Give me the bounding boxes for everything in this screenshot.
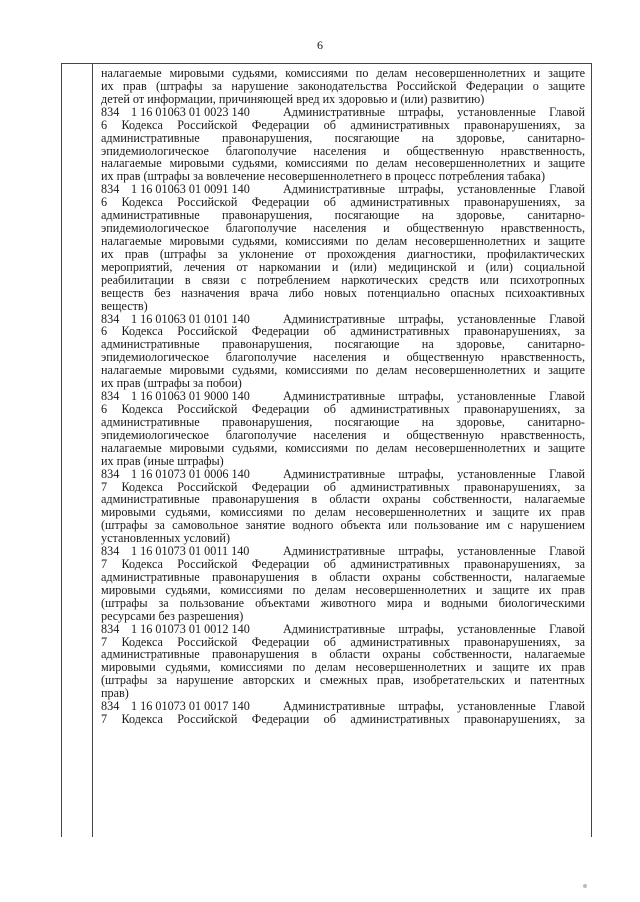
entry-text-line: реабилитации в связи с потреблением наркотических средств или психотропных	[101, 273, 585, 287]
entry-header	[101, 623, 585, 636]
budget-classification-code: 1 16 01073 01 0012 140	[131, 621, 250, 636]
budget-classification-code: 1 16 01063 01 0023 140	[131, 104, 250, 119]
entry-header	[101, 700, 585, 713]
continued-entry	[101, 67, 585, 106]
entry-text-line: веществ)	[101, 299, 148, 313]
entry-text-line: (штрафы за нарушение авторских и смежных прав, изобретательских и патентных	[101, 674, 585, 688]
entry-header	[101, 468, 585, 481]
entry-text-line: их прав (иные штрафы)	[101, 454, 224, 468]
entry-text-line: административные правонарушения в области охраны собственности, налагаемые	[101, 493, 585, 507]
entry-text-line: их прав (штрафы за уклонение от прохождения диагностики, профилактических	[101, 247, 585, 261]
entry-header	[101, 390, 585, 403]
administrator-code: 834	[101, 389, 120, 404]
entry-text-line: административные правонарушения, посягающие на здоровье, санитарно-	[101, 209, 585, 223]
entry-text-line: (штрафы за самовольное занятие водного объекта или пользование им с нарушением	[101, 519, 585, 533]
entry-text-line: ресурсами без разрешения)	[101, 609, 244, 623]
entry-title: Административные штрафы, установленные Главой	[283, 104, 585, 119]
entry-text-line: административные правонарушения, посягающие на здоровье, санитарно-	[101, 131, 585, 145]
entry-title: Административные штрафы, установленные Главой	[283, 699, 585, 714]
scan-mark	[583, 884, 587, 888]
entry-text-line: 7 Кодекса Российской Федерации об административных правонарушениях, за	[101, 480, 585, 494]
entry-text-line: 6 Кодекса Российской Федерации об административных правонарушениях, за	[101, 402, 585, 416]
fine-entry	[101, 700, 585, 726]
entry-text-line: мировыми судьями, комиссиями по делам несовершеннолетних и защите их прав	[101, 506, 585, 520]
entry-text-line: налагаемые мировыми судьями, комиссиями по делам несовершеннолетних и защите	[101, 67, 585, 80]
fine-entry	[101, 183, 585, 312]
fine-entry	[101, 623, 585, 701]
budget-classification-code: 1 16 01073 01 0006 140	[131, 466, 250, 481]
entry-title: Административные штрафы, установленные Главой	[283, 389, 585, 404]
entry-text-line: налагаемые мировыми судьями, комиссиями по делам несовершеннолетних и защите	[101, 364, 585, 378]
entry-text-line: мировыми судьями, комиссиями по делам несовершеннолетних и защите их прав	[101, 661, 585, 675]
entry-text-line: 6 Кодекса Российской Федерации об административных правонарушениях, за	[101, 325, 585, 339]
fine-entry	[101, 468, 585, 546]
entry-text-line: 7 Кодекса Российской Федерации об административных правонарушениях, за	[101, 558, 585, 571]
entry-title: Административные штрафы, установленные Главой	[283, 182, 585, 197]
entry-text-line: их прав (штрафы за нарушение законодательства Российской Федерации о защите	[101, 79, 585, 93]
entry-header	[101, 545, 585, 558]
page-number: 6	[317, 38, 323, 52]
table-content	[101, 67, 585, 726]
fine-entry	[101, 390, 585, 468]
entry-text-line: прав)	[101, 687, 129, 701]
entry-text-line: эпидемиологическое благополучие населения и общественную нравственность,	[101, 144, 585, 158]
entry-text-line: 6 Кодекса Российской Федерации об административных правонарушениях, за	[101, 196, 585, 210]
entry-text-line: налагаемые мировыми судьями, комиссиями по делам несовершеннолетних и защите	[101, 234, 585, 248]
fine-entry	[101, 106, 585, 184]
entry-title: Административные штрафы, установленные Главой	[283, 311, 585, 326]
administrator-code: 834	[101, 182, 120, 197]
entry-text-line: эпидемиологическое благополучие населения и общественную нравственность,	[101, 428, 585, 442]
administrator-code: 834	[101, 104, 120, 119]
entry-text-line: 7 Кодекса Российской Федерации об административных правонарушениях, за	[101, 713, 585, 727]
entry-text-line: административные правонарушения, посягающие на здоровье, санитарно-	[101, 415, 585, 429]
entry-header	[101, 106, 585, 119]
entry-text-line: административные правонарушения, посягающие на здоровье, санитарно-	[101, 338, 585, 352]
entry-text-line: их прав (штрафы за вовлечение несовершеннолетнего в процесс потребления табака)	[101, 170, 546, 184]
budget-classification-code: 1 16 01063 01 0101 140	[131, 311, 250, 326]
fine-entry	[101, 313, 585, 391]
administrator-code: 834	[101, 466, 120, 481]
administrator-code: 834	[101, 621, 120, 636]
entry-header	[101, 183, 585, 196]
administrator-code: 834	[101, 699, 120, 714]
budget-classification-code: 1 16 01073 01 0017 140	[131, 699, 250, 714]
fine-entry	[101, 545, 585, 623]
entry-text-line: 7 Кодекса Российской Федерации об административных правонарушениях, за	[101, 635, 585, 649]
entry-text-line: мероприятий, лечения от наркомании и (или) медицинской и (или) социальной	[101, 260, 585, 274]
entry-title: Административные штрафы, установленные Главой	[283, 466, 585, 481]
budget-classification-code: 1 16 01073 01 0011 140	[131, 544, 250, 559]
entry-text-line: эпидемиологическое благополучие населения и общественную нравственность,	[101, 222, 585, 235]
document-table	[61, 63, 592, 837]
entry-text-line: налагаемые мировыми судьями, комиссиями по делам несовершеннолетних и защите	[101, 441, 585, 455]
budget-classification-code: 1 16 01063 01 9000 140	[131, 389, 250, 404]
entry-text-line: эпидемиологическое благополучие населения и общественную нравственность,	[101, 351, 585, 365]
administrator-code: 834	[101, 311, 120, 326]
entry-text-line: установленных условий)	[101, 532, 230, 546]
entry-header	[101, 313, 585, 326]
entry-title: Административные штрафы, установленные Главой	[283, 621, 585, 636]
entry-text-line: налагаемые мировыми судьями, комиссиями по делам несовершеннолетних и защите	[101, 157, 585, 171]
entry-title: Административные штрафы, установленные Главой	[283, 544, 585, 559]
entry-text-line: мировыми судьями, комиссиями по делам несовершеннолетних и защите их прав	[101, 583, 585, 597]
table-left-column	[62, 64, 93, 837]
budget-classification-code: 1 16 01063 01 0091 140	[131, 182, 250, 197]
entry-text-line: детей от информации, причиняющей вред их здоровью и (или) развитию)	[101, 92, 485, 106]
entry-text-line: административные правонарушения в области охраны собственности, налагаемые	[101, 570, 585, 584]
entry-text-line: веществ без назначения врача либо новых потенциально опасных психоактивных	[101, 286, 585, 300]
entry-text-line: их прав (штрафы за побои)	[101, 377, 242, 391]
entry-text-line: 6 Кодекса Российской Федерации об административных правонарушениях, за	[101, 118, 585, 132]
administrator-code: 834	[101, 544, 120, 559]
entry-text-line: административные правонарушения в области охраны собственности, налагаемые	[101, 648, 585, 662]
entry-text-line: (штрафы за пользование объектами животного мира и водными биологическими	[101, 596, 585, 610]
